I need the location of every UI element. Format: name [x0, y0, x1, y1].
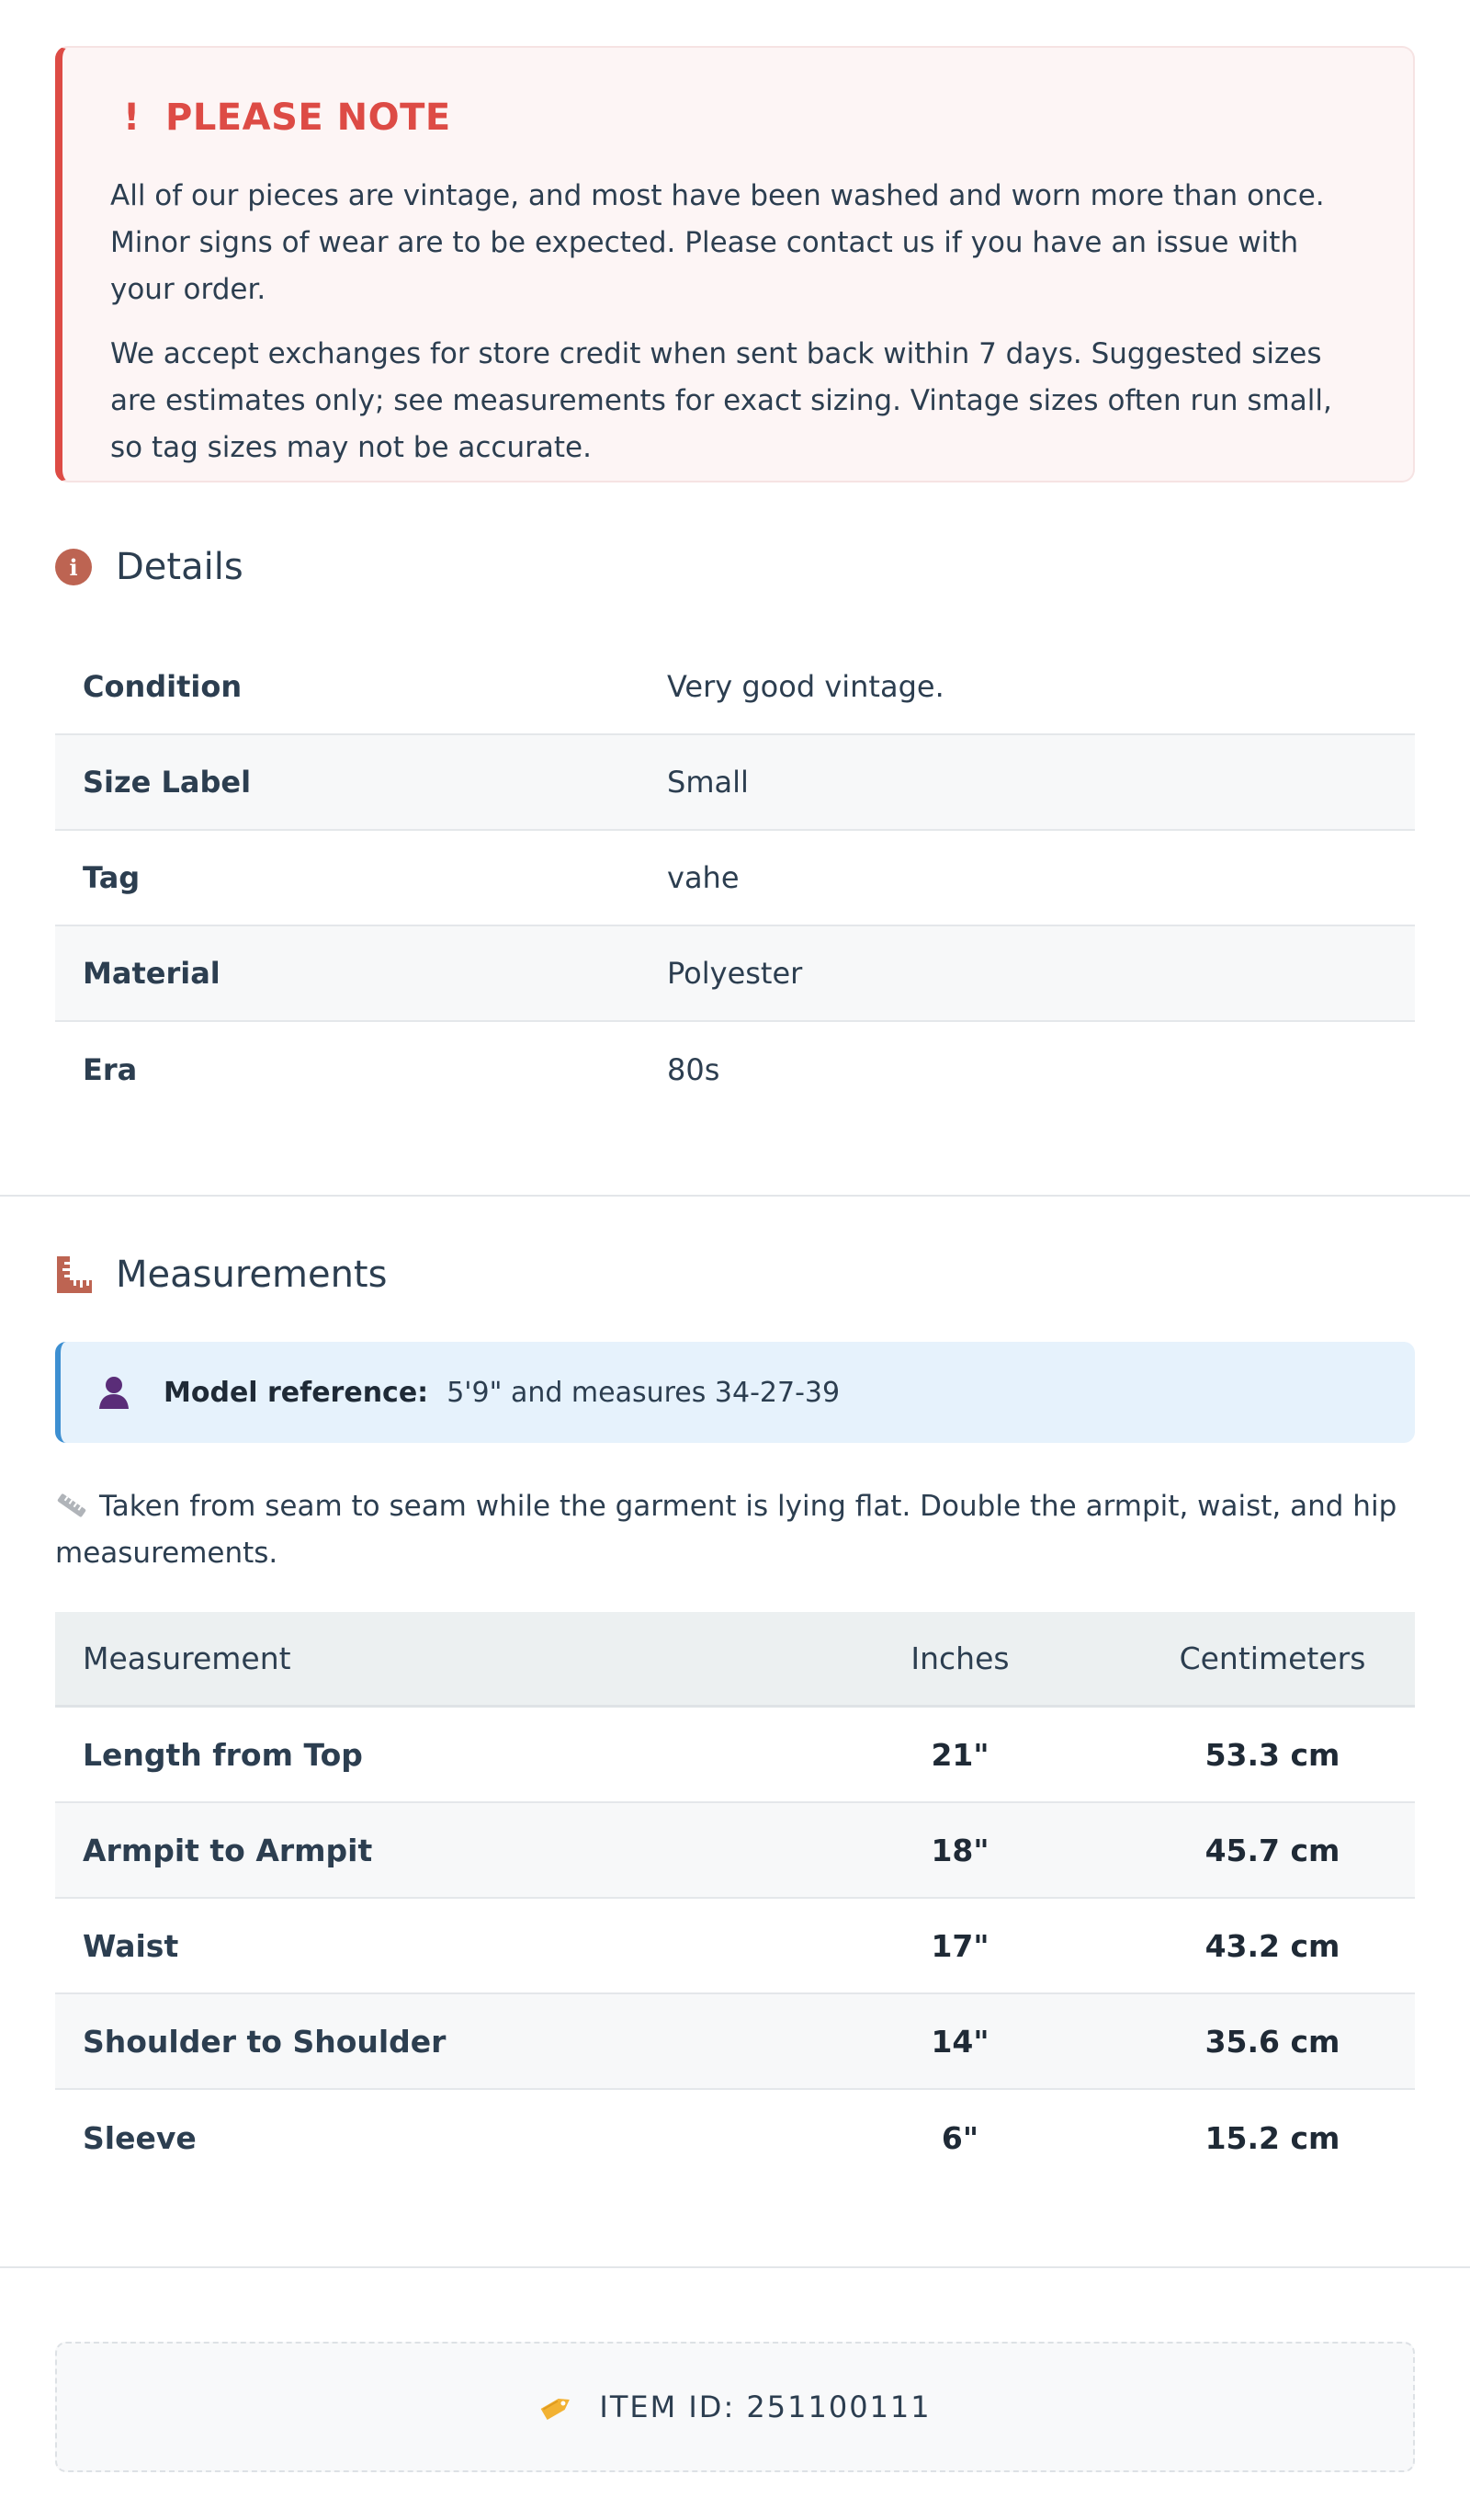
details-value: Polyester — [667, 956, 803, 991]
details-row — [55, 735, 1415, 831]
info-icon: i — [55, 549, 92, 585]
details-value: vahe — [667, 860, 740, 895]
details-label: Era — [83, 1052, 138, 1087]
person-icon — [97, 1375, 130, 1410]
details-value: Small — [667, 765, 749, 800]
measurement-cm: 15.2 cm — [1204, 2119, 1340, 2156]
measurement-inches: 6" — [941, 2119, 979, 2156]
measurement-cm: 45.7 cm — [1204, 1832, 1340, 1868]
section-divider — [0, 1195, 1470, 1197]
details-row — [55, 831, 1415, 926]
details-row — [55, 1022, 1415, 1118]
measurements-title: Measurements — [116, 1254, 388, 1296]
notice-paragraph: We accept exchanges for store credit when sent back within 7 days. Suggested sizes are estimates only; see measurements for exact sizing. Vintage sizes often run small, so tag sizes may not be accurate. — [110, 337, 1332, 464]
measurement-name: Armpit to Armpit — [83, 1832, 373, 1868]
table-header-row — [55, 1612, 1415, 1708]
item-id-label: ITEM ID: 251100111 — [599, 2389, 932, 2424]
measurement-inches: 14" — [931, 2023, 989, 2060]
measurement-inches: 17" — [931, 1927, 989, 1964]
details-row — [55, 640, 1415, 735]
column-header-measurement: Measurement — [83, 1640, 291, 1676]
measurement-inches: 21" — [931, 1736, 989, 1773]
notice-header — [110, 96, 1365, 139]
measurement-cm: 43.2 cm — [1204, 1927, 1340, 1964]
measurement-name: Waist — [83, 1927, 179, 1964]
details-row — [55, 926, 1415, 1022]
notice-box — [55, 46, 1415, 482]
details-title: Details — [116, 546, 243, 588]
details-table — [55, 640, 1415, 1118]
table-row — [55, 1803, 1415, 1899]
section-divider — [0, 2266, 1470, 2268]
column-header-centimeters: Centimeters — [1179, 1640, 1366, 1676]
details-heading — [55, 546, 243, 588]
details-value: Very good vintage. — [667, 669, 944, 704]
exclamation-icon: ! — [123, 96, 141, 139]
item-id-box — [55, 2342, 1415, 2472]
details-label: Material — [83, 956, 220, 991]
measurement-note — [55, 1483, 1415, 1577]
measurement-inches: 18" — [931, 1832, 989, 1868]
tag-icon — [538, 2391, 575, 2423]
model-reference-value: 5'9" and measures 34-27-39 — [447, 1376, 841, 1409]
details-label: Condition — [83, 669, 243, 704]
measurement-note-text: Taken from seam to seam while the garment is lying flat. Double the armpit, waist, and hip measurements. — [55, 1490, 1397, 1570]
table-row — [55, 1994, 1415, 2090]
table-row — [55, 1708, 1415, 1803]
table-row — [55, 1899, 1415, 1994]
table-row — [55, 2090, 1415, 2185]
measurement-name: Sleeve — [83, 2119, 197, 2156]
measurements-heading — [55, 1254, 387, 1296]
notice-paragraph: All of our pieces are vintage, and most have been washed and worn more than once. Minor signs of wear are to be expected. Please contact us if you have an issue with your order. — [110, 179, 1325, 306]
measurements-table — [55, 1612, 1415, 2185]
measurement-name: Length from Top — [83, 1736, 363, 1773]
details-label: Tag — [83, 860, 141, 895]
ruler-icon — [55, 1254, 94, 1295]
notice-title: PLEASE NOTE — [165, 96, 451, 139]
pencil-icon — [55, 1492, 88, 1519]
measurement-cm: 53.3 cm — [1204, 1736, 1340, 1773]
details-label: Size Label — [83, 765, 252, 800]
measurement-cm: 35.6 cm — [1204, 2023, 1340, 2060]
measurement-name: Shoulder to Shoulder — [83, 2023, 447, 2060]
column-header-inches: Inches — [910, 1640, 1010, 1676]
model-reference-label: Model reference: — [164, 1376, 429, 1409]
details-value: 80s — [667, 1052, 720, 1087]
model-reference-box — [55, 1342, 1415, 1443]
